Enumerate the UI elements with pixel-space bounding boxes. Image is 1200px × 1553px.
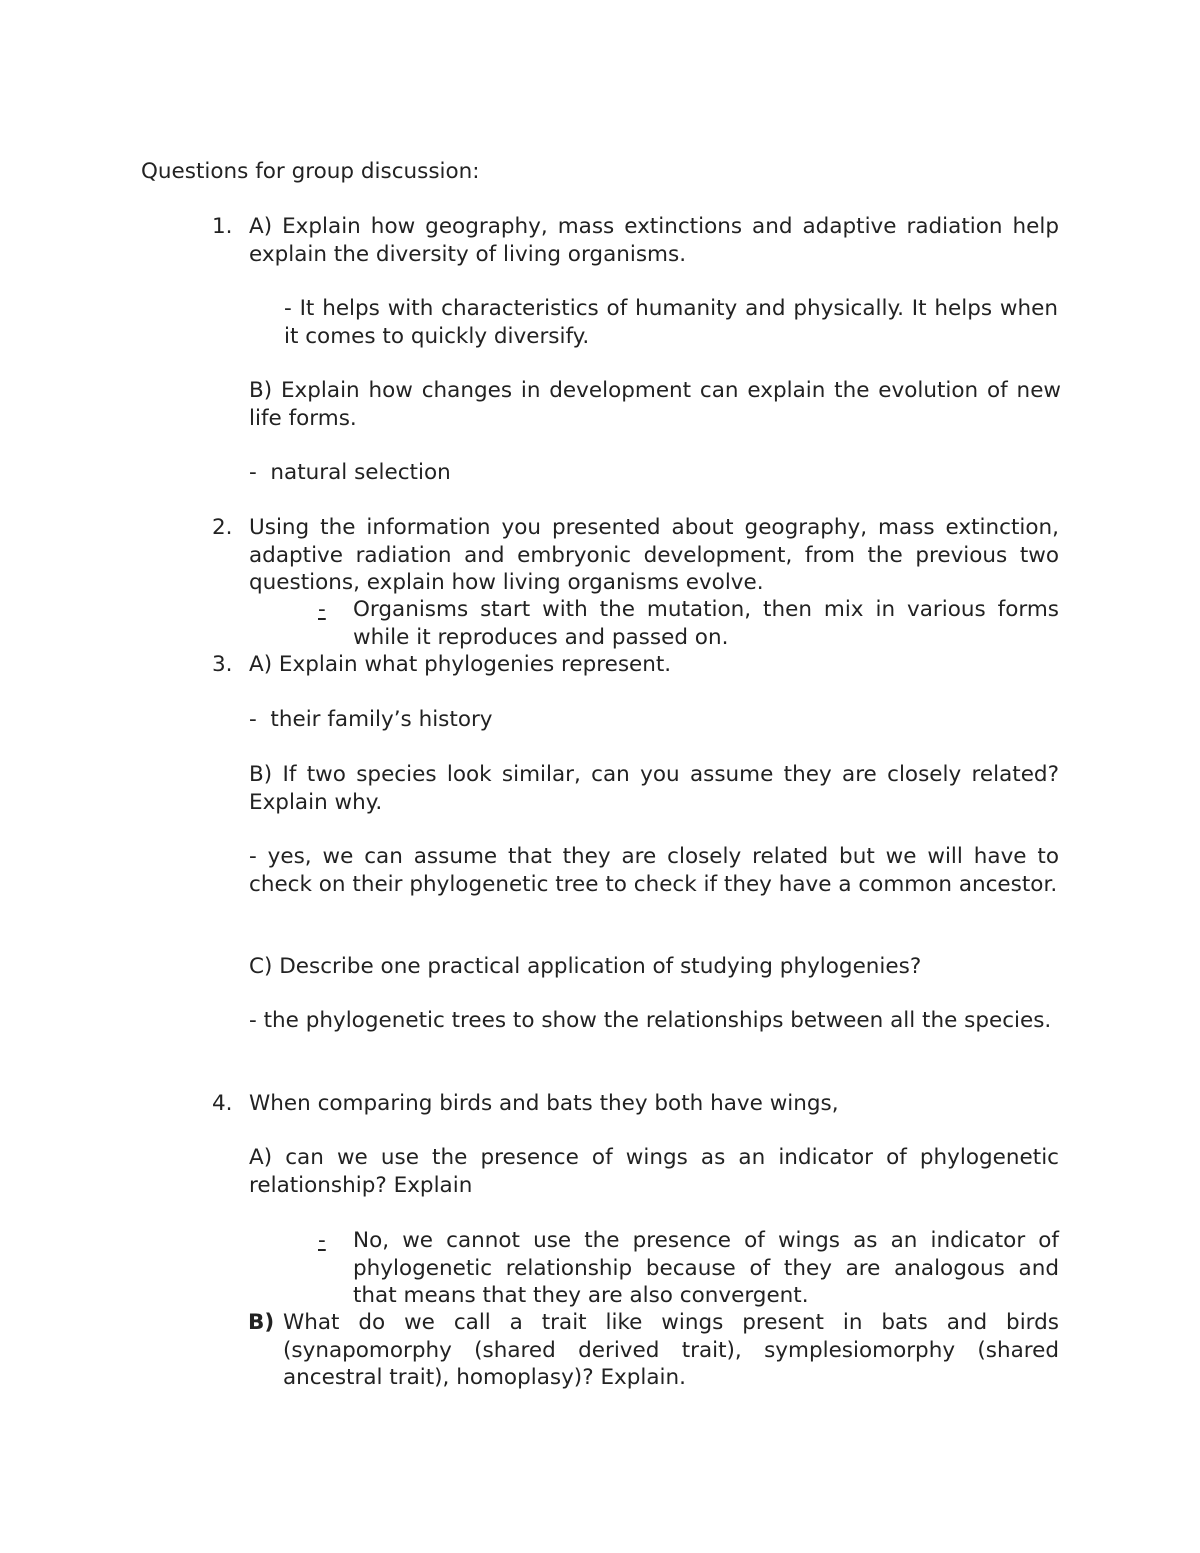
document-heading: Questions for group discussion: — [141, 159, 480, 184]
question-4a-answer-row — [318, 1227, 1059, 1310]
question-4b-label: B) — [248, 1310, 275, 1335]
question-3b-answer: - yes, we can assume that they are closely related but we will have to check on their phylogenetic tree to check if they have a common ancestor. — [249, 844, 1059, 897]
question-1a-answer: - It helps with characteristics of humanity and physically. It helps when it comes to quickly diversify. — [284, 296, 1058, 349]
question-1a-text: A) Explain how geography, mass extinctions and adaptive radiation help explain the diversity of living organisms. — [249, 214, 1059, 267]
question-2-answer-dash: - — [318, 597, 326, 622]
question-3-number: 3. — [212, 652, 233, 677]
question-1b-answer: - natural selection — [249, 460, 451, 485]
question-3b-text: B) If two species look similar, can you assume they are closely related? Explain why. — [249, 762, 1059, 815]
question-3c-text: C) Describe one practical application of studying phylogenies? — [249, 954, 922, 979]
question-2-answer: Organisms start with the mutation, then mix in various forms while it reproduces and passed on. — [353, 597, 1059, 650]
question-1b-text: B) Explain how changes in development can explain the evolution of new life forms. — [249, 378, 1061, 431]
question-1-number: 1. — [212, 214, 233, 239]
question-4a-answer: No, we cannot use the presence of wings as an indicator of phylogenetic relationship because of they are analogous and that means that they are also convergent. — [353, 1228, 1059, 1308]
question-3a-text: A) Explain what phylogenies represent. — [249, 652, 672, 677]
question-3c-answer: - the phylogenetic trees to show the relationships between all the species. — [249, 1008, 1052, 1033]
question-4a-answer-dash: - — [318, 1228, 326, 1253]
question-4-text: When comparing birds and bats they both have wings, — [249, 1091, 839, 1116]
question-4a-text: A) can we use the presence of wings as an indicator of phylogenetic relationship? Explain — [249, 1145, 1059, 1198]
question-4b-row — [248, 1309, 1059, 1392]
question-2-number: 2. — [212, 515, 233, 540]
question-3a-answer: - their family’s history — [249, 707, 493, 732]
question-2-text: Using the information you presented about geography, mass extinction, adaptive radiation and embryonic development, from the previous two questions, explain how living organisms evolve. — [249, 515, 1059, 595]
question-4b-text: What do we call a trait like wings present in bats and birds (synapomorphy (shared derived trait), symplesiomorphy (shared ancestral trait), homoplasy)? Explain. — [283, 1310, 1059, 1390]
question-2-answer-row — [318, 596, 1059, 651]
question-4-number: 4. — [212, 1091, 233, 1116]
